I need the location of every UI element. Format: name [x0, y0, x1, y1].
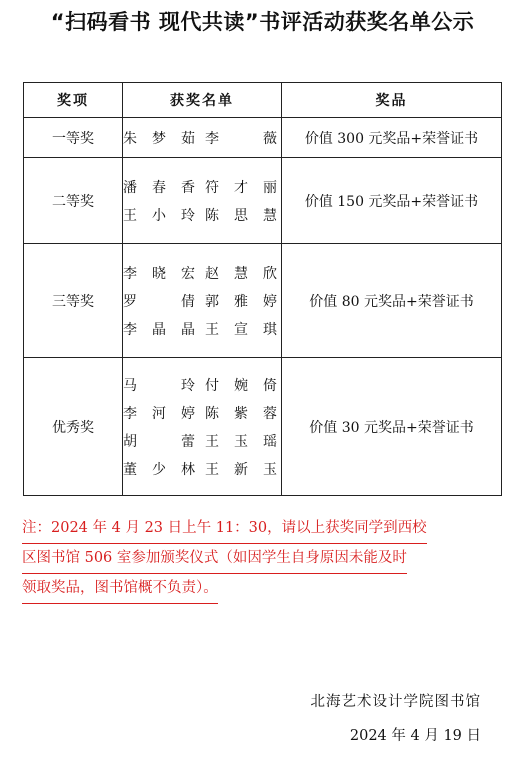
prize-cell: 价值 80 元奖品+荣誉证书 [282, 244, 502, 358]
names-cell [123, 244, 282, 358]
note-line: 领取奖品，图书馆概不负责）。 [22, 574, 218, 604]
signature-organization: 北海艺术设计学院图书馆 [310, 694, 481, 710]
award-cell: 二等奖 [24, 158, 123, 244]
winner-name: 李晓宏 [123, 265, 195, 282]
winner-name: 罗 倩 [123, 293, 195, 310]
winner-name: 董少林 [123, 461, 195, 478]
note-line: 区图书馆 506 室参加颁奖仪式（如因学生自身原因未能及时 [22, 544, 407, 574]
winner-name: 符才丽 [205, 179, 277, 196]
winner-name: 李 薇 [205, 130, 277, 147]
names-cell [123, 118, 282, 158]
table-row [24, 158, 502, 244]
prize-cell: 价值 300 元奖品+荣誉证书 [282, 118, 502, 158]
header-prize: 奖品 [282, 83, 502, 118]
winner-name: 王玉瑶 [205, 433, 277, 450]
table-row [24, 358, 502, 496]
note-line: 注：2024 年 4 月 23 日上午 11：30，请以上获奖同学到西校 [22, 514, 427, 544]
award-ceremony-note [22, 514, 502, 604]
winner-name: 赵慧欣 [205, 265, 277, 282]
header-award: 奖项 [24, 83, 123, 118]
winner-name: 潘春香 [123, 179, 195, 196]
header-names: 获奖名单 [123, 83, 282, 118]
winner-name: 王新玉 [205, 461, 277, 478]
winner-name: 王宣琪 [205, 321, 277, 338]
award-table [23, 82, 502, 496]
names-cell [123, 358, 282, 496]
winner-name: 陈思慧 [205, 207, 277, 224]
table-row [24, 118, 502, 158]
winner-name: 李河婷 [123, 405, 195, 422]
award-cell: 优秀奖 [24, 358, 123, 496]
prize-cell: 价值 150 元奖品+荣誉证书 [282, 158, 502, 244]
winner-name: 马 玲 [123, 377, 195, 394]
winner-name: 陈紫蓉 [205, 405, 277, 422]
award-cell: 一等奖 [24, 118, 123, 158]
table-header-row [24, 83, 502, 118]
prize-cell: 价值 30 元奖品+荣誉证书 [282, 358, 502, 496]
names-cell [123, 158, 282, 244]
winner-name: 胡 蕾 [123, 433, 195, 450]
document-title: “扫码看书 现代共读”书评活动获奖名单公示 [50, 10, 475, 34]
table-row [24, 244, 502, 358]
winner-name: 李晶晶 [123, 321, 195, 338]
winner-name: 郭雅婷 [205, 293, 277, 310]
award-cell: 三等奖 [24, 244, 123, 358]
winner-name: 朱梦茹 [123, 130, 195, 147]
winner-name: 王小玲 [123, 207, 195, 224]
signature-date: 2024 年 4 月 19 日 [349, 728, 481, 744]
winner-name: 付婉倚 [205, 377, 277, 394]
